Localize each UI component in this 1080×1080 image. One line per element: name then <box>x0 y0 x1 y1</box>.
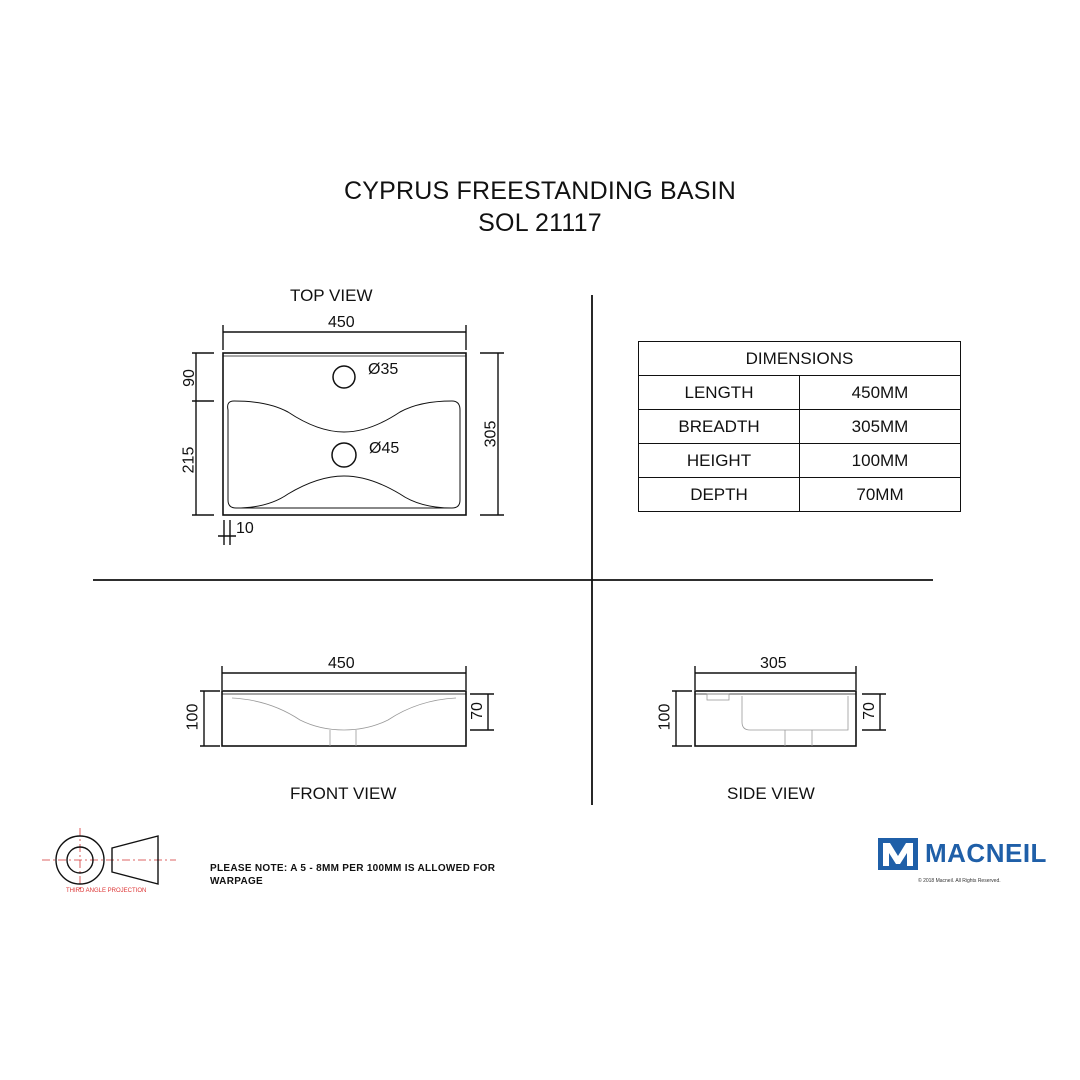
table-row <box>639 410 961 444</box>
macneil-logo-mark <box>878 838 918 870</box>
table-row <box>639 376 961 410</box>
projection-label: THIRD ANGLE PROJECTION <box>66 888 147 894</box>
dim-value-breadth: 305MM <box>800 410 961 444</box>
front-view-width-dim: 450 <box>328 655 355 672</box>
top-view-width-dim: 450 <box>328 314 355 331</box>
dim-value-height: 100MM <box>800 444 961 478</box>
dim-name-depth: DEPTH <box>639 478 800 512</box>
dim-value-depth: 70MM <box>800 478 961 512</box>
dim-name-breadth: BREADTH <box>639 410 800 444</box>
dimensions-table <box>638 341 961 512</box>
side-view-inner-depth-dim: 70 <box>860 702 878 720</box>
top-view-rim-dim: 10 <box>236 520 254 537</box>
tap-hole-dim: Ø35 <box>368 361 399 378</box>
top-view-depth-dim: 305 <box>482 420 500 448</box>
table-row <box>639 444 961 478</box>
front-view-label: FRONT VIEW <box>290 784 397 803</box>
warpage-note-line2: WARPAGE <box>210 876 264 887</box>
side-view-drawing <box>672 666 886 746</box>
front-view-inner-depth-dim: 70 <box>468 702 486 720</box>
top-view-tap-offset-dim: 90 <box>180 369 198 387</box>
macneil-logo-text: MACNEIL <box>925 838 1047 868</box>
dim-value-length: 450MM <box>800 376 961 410</box>
top-view-label: TOP VIEW <box>290 286 373 305</box>
macneil-copyright: © 2018 Macneil. All Rights Reserved. <box>918 878 1001 884</box>
warpage-note <box>210 862 495 888</box>
dim-name-height: HEIGHT <box>639 444 800 478</box>
table-row <box>639 478 961 512</box>
model-number: SOL 21117 <box>478 209 602 237</box>
waste-hole-dim: Ø45 <box>369 440 400 457</box>
dimensions-table-header: DIMENSIONS <box>639 342 961 376</box>
front-view-height-dim: 100 <box>184 703 202 731</box>
warpage-note-line1: PLEASE NOTE: A 5 - 8MM PER 100MM IS ALLOWED FOR <box>210 863 496 874</box>
top-view-drawing <box>192 325 504 545</box>
side-view-label: SIDE VIEW <box>727 784 815 803</box>
third-angle-projection-symbol <box>42 828 176 892</box>
side-view-height-dim: 100 <box>656 703 674 731</box>
side-view-width-dim: 305 <box>760 655 787 672</box>
drawing-title: CYPRUS FREESTANDING BASIN <box>343 177 737 205</box>
top-view-bowl-length-dim: 215 <box>180 446 198 474</box>
front-view-drawing <box>200 666 494 746</box>
dim-name-length: LENGTH <box>639 376 800 410</box>
